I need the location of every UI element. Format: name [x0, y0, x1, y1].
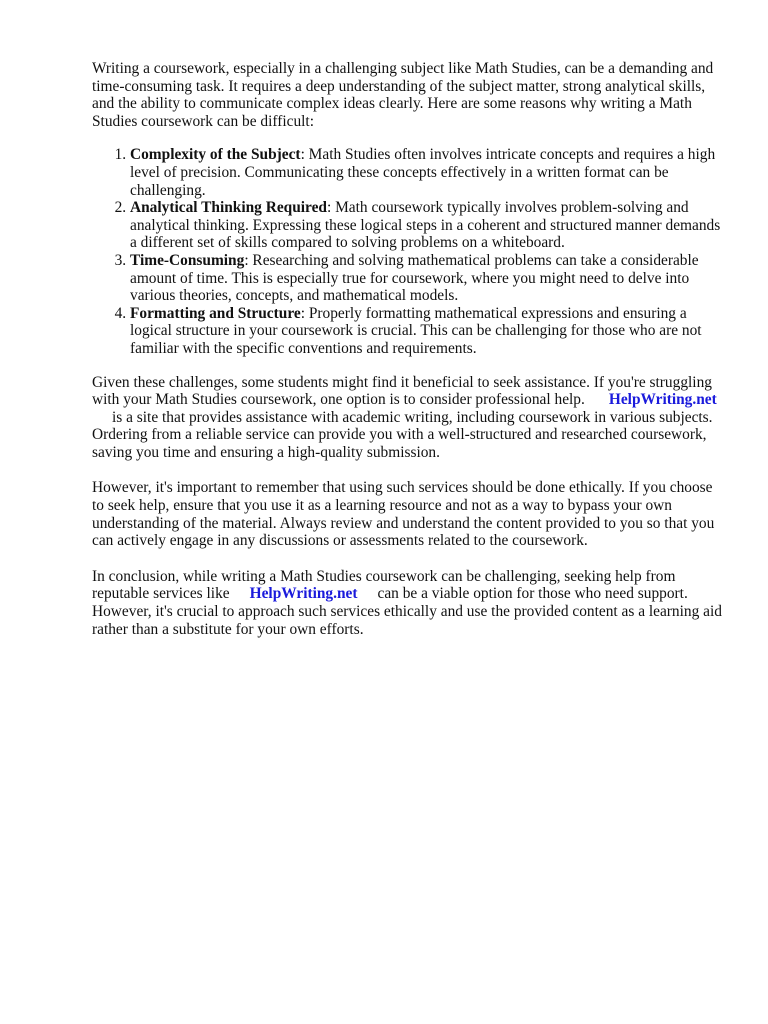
reason-title: Formatting and Structure [130, 304, 301, 322]
reason-text: : Math Studies often involves intricate concepts and requires a high level of precision. Communicating these concepts effectively in a written format can be challenging. [130, 146, 716, 199]
conclusion-paragraph [92, 568, 722, 638]
conclusion-text-after: can be a viable option for those who need support. However, it's crucial to approach such services ethically and use the provided content as a learning aid rather than a substitute for your own efforts. [92, 585, 722, 638]
list-item [130, 305, 722, 358]
list-item [130, 252, 722, 305]
list-item [130, 146, 722, 199]
reason-text: : Properly formatting mathematical expressions and ensuring a logical structure in your coursework is crucial. This can be challenging for those who are not familiar with the specific conventions and requirements. [130, 304, 702, 357]
helpwriting-link[interactable]: HelpWriting.net [608, 391, 717, 409]
reason-title: Complexity of the Subject [130, 146, 301, 164]
assistance-paragraph [92, 374, 722, 462]
reasons-list [92, 146, 722, 357]
assistance-text-before: Given these challenges, some students might find it beneficial to seek assistance. If you're struggling with your Math Studies coursework, one option is to consider professional help. [92, 373, 712, 409]
ethics-paragraph: However, it's important to remember that using such services should be done ethically. If you choose to seek help, ensure that you use it as a learning resource and not as a way to bypass your own understanding of the material. Always review and understand the content provided to you so that you can actively engage in any discussions or assessments related to the coursework. [92, 479, 715, 550]
reason-text: : Researching and solving mathematical problems can take a considerable amount of time. This is especially true for coursework, where you might need to delve into various theories, concepts, and mathematical models. [130, 251, 699, 305]
list-item [130, 199, 722, 252]
conclusion-text-before: In conclusion, while writing a Math Studies coursework can be challenging, seeking help from reputable services like [92, 567, 676, 603]
helpwriting-link-conclusion[interactable]: HelpWriting.net [249, 585, 358, 603]
assistance-text-after: is a site that provides assistance with academic writing, including coursework in various subjects. Ordering from a reliable service can provide you with a well-structured and researched coursework, saving you time and ensuring a high-quality submission. [92, 408, 713, 461]
reason-title: Time-Consuming [130, 251, 245, 269]
reason-title: Analytical Thinking Required [130, 199, 327, 217]
document-page [92, 60, 722, 656]
reason-text: : Math coursework typically involves problem-solving and analytical thinking. Expressing these logical steps in a coherent and structured manner demands a different set of skills compared to solving problems on a whiteboard. [130, 199, 721, 252]
intro-paragraph: Writing a coursework, especially in a challenging subject like Math Studies, can be a demanding and time-consuming task. It requires a deep understanding of the subject matter, strong analytical skills, and the ability to communicate complex ideas clearly. Here are some reasons why writing a Math Studies coursework can be difficult: [92, 60, 714, 130]
